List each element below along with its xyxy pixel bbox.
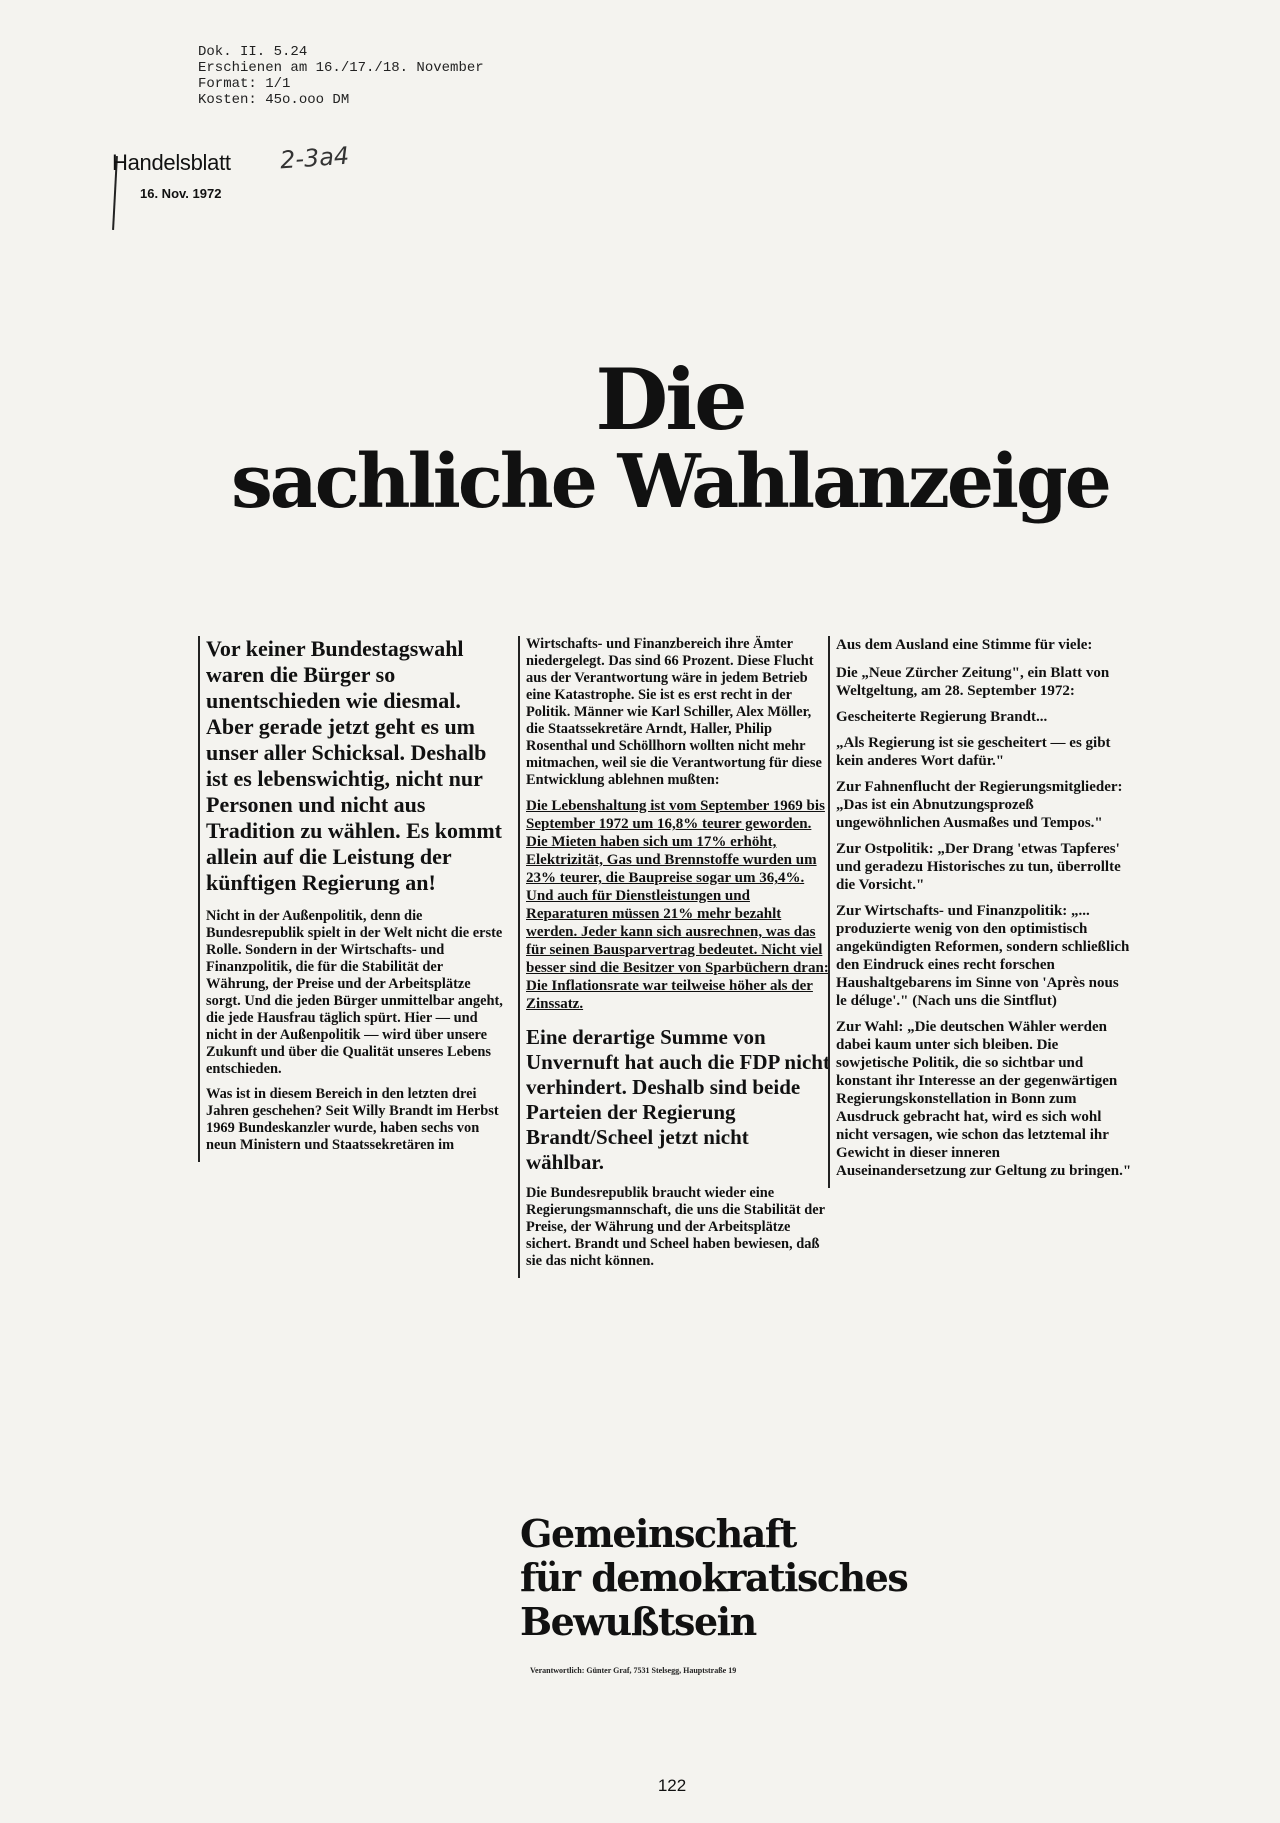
paragraph: Gescheiterte Regierung Brandt... — [836, 709, 1048, 725]
quote: Zur Wahl: „Die deutschen Wähler werden dabei kaum unter sich bleiben. Die sowjetische Politik, die so sichtbar und konstant ihr Interesse an der gegenwärtigen Regierungskonstellation in Bonn zum Ausdruck gebracht hat, wird es sich wohl nicht versagen, wie schon das letztemal ihr Gewicht in dieser inneren Auseinandersetzung zur Geltung zu bringen." — [836, 1019, 1132, 1179]
newspaper-clipping-source — [112, 141, 372, 250]
handwritten-note: 2-3a4 — [279, 141, 351, 175]
text-column-1 — [198, 636, 508, 1162]
statistics-text: Die Lebenshaltung ist vom September 1969 bis September 1972 um 16,8% teurer geworden. Die Mieten haben sich um 17% erhöht, Elektrizität, Gas und Brennstoffe wurden um 23% teurer, die Baupreise sogar um 36,4%. Und auch für Dienstleistungen und Reparaturen müssen 21% mehr bezahlt werden. Jeder kann sich ausrechnen, was das für seinen Bausparvertrag bedeutet. Nicht viel besser sind die Besitzer von Sparbüchern dran: Die Inflationsrate war teilweise höher als der Zinssatz. — [526, 798, 829, 1012]
text-column-3 — [828, 636, 1132, 1188]
sponsor-line-2: für demokratisches Bewußtsein — [520, 1555, 908, 1644]
page-number: 122 — [657, 1776, 687, 1795]
headline-line-1: Die — [595, 350, 745, 449]
quote: Zur Ostpolitik: „Der Drang 'etwas Tapferes' und geradezu Historisches zu tun, überrollte die Vorsicht." — [836, 841, 1121, 893]
conclusion-paragraph: Eine derartige Summe von Unvernuft hat auch die FDP nicht verhindert. Deshalb sind beide Parteien der Regierung Brandt/Scheel jetzt nicht wählbar. — [526, 1025, 830, 1174]
meta-format: Format: 1/1 — [198, 76, 291, 92]
meta-cost: Kosten: 45o.ooo DM — [198, 92, 350, 108]
meta-published: Erschienen am 16./17./18. November — [198, 60, 484, 76]
quote: Zur Wirtschafts- und Finanzpolitik: „... produzierte wenig von den optimistisch angekündigten Reformen, sondern schließlich den Eindruck eines recht forschen Haushaltgebarens im Sinne von 'Après nous le déluge'." (Nach uns die Sintflut) — [836, 903, 1130, 1009]
paragraph: Die „Neue Zürcher Zeitung", ein Blatt von Weltgeltung, am 28. September 1972: — [836, 665, 1110, 699]
clipping-date: 16. Nov. 1972 — [140, 186, 222, 201]
quote: Zur Fahnenflucht der Regierungsmitglieder: „Das ist ein Abnutzungsprozeß ungewöhnlichen Ausmaßes und Tempos." — [836, 779, 1123, 831]
lead-paragraph: Vor keiner Bundestagswahl waren die Bürger so unentschieden wie diesmal. Aber gerade jetzt geht es um unser aller Schicksal. Deshalb ist es lebenswichtig, nicht nur Personen und nicht aus Tradition zu wählen. Es kommt allein auf die Leistung der künftigen Regierung an! — [206, 636, 503, 895]
archive-metadata — [198, 44, 538, 108]
ad-headline — [190, 350, 1150, 525]
imprint: Verantwortlich: Günter Graf, 7531 Stelsegg, Hauptstraße 19 — [530, 1666, 737, 1675]
sponsor-line-1: Gemeinschaft — [520, 1511, 796, 1556]
newspaper-name: Handelsblatt — [112, 150, 231, 175]
paragraph: Was ist in diesem Bereich in den letzten drei Jahren geschehen? Seit Willy Brandt im Herbst 1969 Bundeskanzler wurde, haben sechs von neun Ministern und Staatssekretären im — [206, 1086, 499, 1153]
paragraph: Die Bundesrepublik braucht wieder eine Regierungsmannschaft, die uns die Stabilität der Preise, der Währung und der Arbeitsplätze sichert. Brandt und Scheel haben bewiesen, daß sie das nicht können. — [526, 1185, 825, 1269]
sponsor-signature — [520, 1512, 1140, 1644]
headline-line-2: sachliche Wahlanzeige — [231, 438, 1109, 525]
quote: „Als Regierung ist sie gescheitert — es gibt kein anderes Wort dafür." — [836, 735, 1111, 769]
text-column-2 — [518, 636, 831, 1278]
paragraph: Nicht in der Außenpolitik, denn die Bundesrepublik spielt in der Welt nicht die erste Rolle. Sondern in der Wirtschafts- und Finanzpolitik, die für die Stabilität der Währung, der Preise und der Arbeitsplätze sorgt. Und die jeden Bürger unmittelbar angeht, die jede Hausfrau täglich spürt. Hier — und nicht in der Außenpolitik — wird über unsere Zukunft und über die Qualität unseres Lebens entschieden. — [206, 908, 503, 1077]
paragraph: Wirtschafts- und Finanzbereich ihre Ämter niedergelegt. Das sind 66 Prozent. Diese Flucht aus der Verantwortung wäre in jedem Betrieb eine Katastrophe. Sie ist es erst recht in der Politik. Männer wie Karl Schiller, Alex Möller, die Staatssekretäre Arndt, Haller, Philip Rosenthal und Schöllhorn wollten nicht mehr mitmachen, weil sie die Verantwortung für diese Entwicklung ablehnen mußten: — [526, 636, 822, 788]
statistics-box — [526, 797, 831, 1013]
meta-doc-number: Dok. II. 5.24 — [198, 44, 308, 60]
subheading: Aus dem Ausland eine Stimme für viele: — [836, 637, 1093, 653]
